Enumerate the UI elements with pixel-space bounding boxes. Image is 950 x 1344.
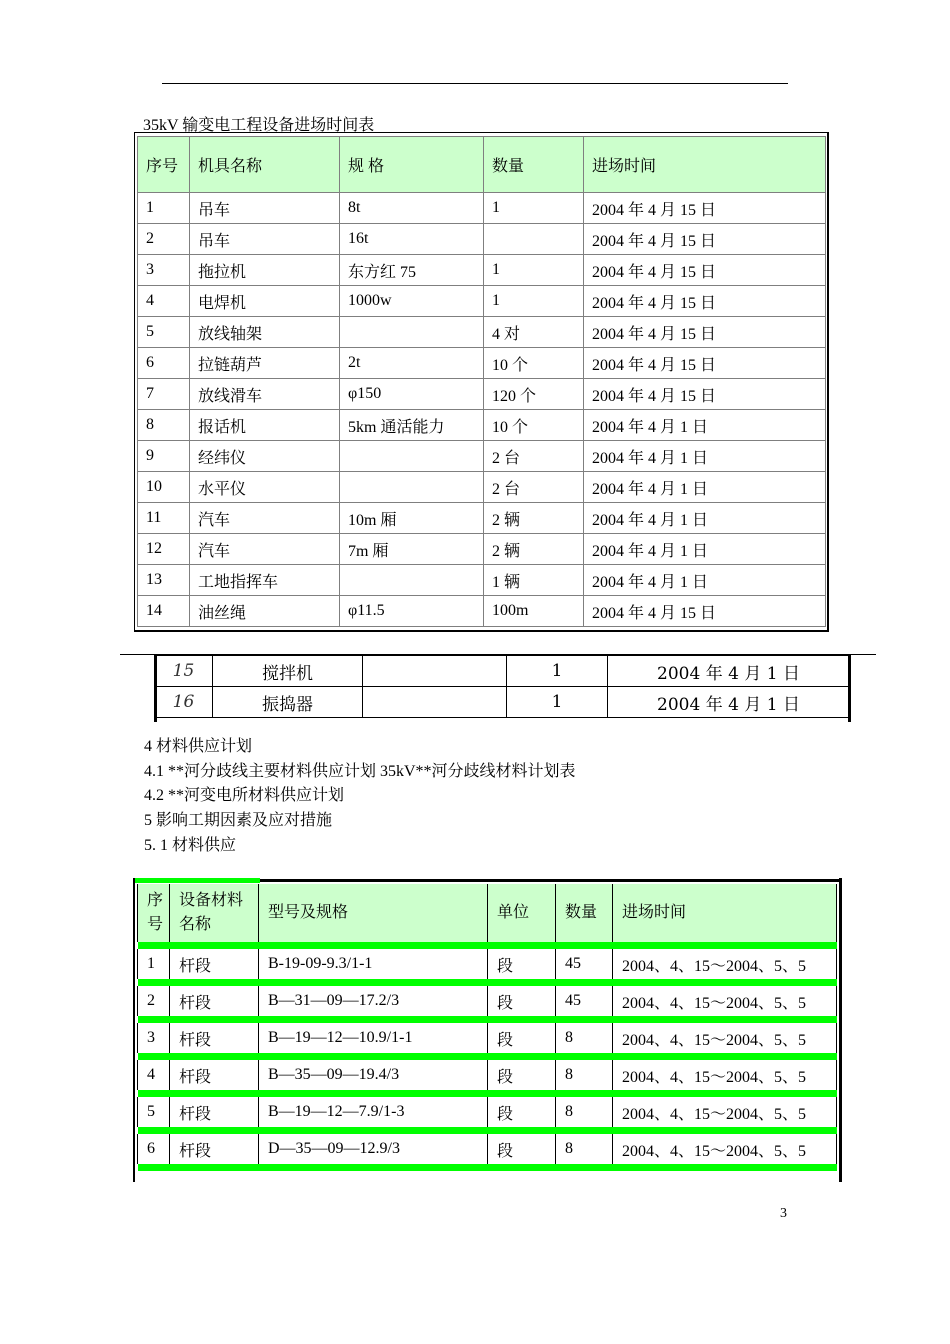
table-cell: 2 台 bbox=[484, 472, 584, 503]
table-cell: 2t bbox=[340, 348, 484, 379]
header-cell: 型号及规格 bbox=[259, 884, 488, 942]
table-cell: 汽车 bbox=[190, 503, 340, 534]
table-cell: 2004 年 4 月 1 日 bbox=[584, 472, 826, 503]
table-cell: B—35—09—19.4/3 bbox=[259, 1060, 488, 1090]
table-cell: 5 bbox=[138, 1097, 170, 1127]
row-separator bbox=[138, 1090, 837, 1097]
table-cell: 吊车 bbox=[190, 224, 340, 255]
table-cell: 10m 厢 bbox=[340, 503, 484, 534]
table-cell: 2004 年 4 月 15 日 bbox=[584, 317, 826, 348]
table-cell: 2004、4、15～2004、5、5 bbox=[613, 949, 837, 979]
header-cell: 单位 bbox=[488, 884, 556, 942]
table-cell: 段 bbox=[488, 1097, 556, 1127]
page-title: 35kV 输变电工程设备进场时间表 bbox=[143, 117, 375, 134]
table-cell: 16t bbox=[340, 224, 484, 255]
table-cell: B-19-09-9.3/1-1 bbox=[259, 949, 488, 979]
table-cell: 杆段 bbox=[170, 1097, 259, 1127]
row-separator bbox=[138, 1164, 837, 1171]
table-cell: 工地指挥车 bbox=[190, 565, 340, 596]
table-cell: 1 bbox=[484, 193, 584, 224]
table-cell: 杆段 bbox=[170, 1134, 259, 1164]
table-cell: 段 bbox=[488, 949, 556, 979]
table-cell: 15 bbox=[155, 656, 213, 687]
table-cell: φ11.5 bbox=[340, 596, 484, 627]
table-cell: 1 bbox=[138, 949, 170, 979]
table-cell: 5km 通活能力 bbox=[340, 410, 484, 441]
table-cell: 经纬仪 bbox=[190, 441, 340, 472]
table-cell: 拖拉机 bbox=[190, 255, 340, 286]
table-cell: 10 个 bbox=[484, 410, 584, 441]
table-cell: 4 bbox=[138, 1060, 170, 1090]
table-cell: 9 bbox=[138, 441, 190, 472]
table-cell: 14 bbox=[138, 596, 190, 627]
table-cell: 放线轴架 bbox=[190, 317, 340, 348]
table-cell: B—19—12—10.9/1-1 bbox=[259, 1023, 488, 1053]
table-cell: 8t bbox=[340, 193, 484, 224]
table-row bbox=[138, 503, 826, 534]
section-heading: 4.2 **河变电所材料供应计划 bbox=[144, 787, 345, 804]
table-cell: 段 bbox=[488, 986, 556, 1016]
header-cell: 序 号 bbox=[138, 884, 170, 942]
table-cell bbox=[340, 441, 484, 472]
table-cell: 段 bbox=[488, 1134, 556, 1164]
table-cell: 13 bbox=[138, 565, 190, 596]
table-cell: 2004 年 4 月 15 日 bbox=[584, 255, 826, 286]
table-row bbox=[138, 286, 826, 317]
table-cell: 6 bbox=[138, 1134, 170, 1164]
table-cell: 8 bbox=[556, 1097, 613, 1127]
table-cell: 3 bbox=[138, 255, 190, 286]
table-row bbox=[138, 1060, 837, 1090]
table-row bbox=[138, 379, 826, 410]
table-cell: 2004 年 4 月 1 日 bbox=[584, 503, 826, 534]
table-cell: 振捣器 bbox=[213, 687, 363, 718]
table-cell: 2004 年 4 月 15 日 bbox=[584, 224, 826, 255]
header-cell: 进场时间 bbox=[613, 884, 837, 942]
table-cell: 2004 年 4 月 15 日 bbox=[584, 379, 826, 410]
material-table bbox=[133, 878, 842, 1182]
table-cell bbox=[340, 472, 484, 503]
table-cell: 杆段 bbox=[170, 1023, 259, 1053]
table-cell: 12 bbox=[138, 534, 190, 565]
table-cell: 8 bbox=[138, 410, 190, 441]
table-cell: 11 bbox=[138, 503, 190, 534]
table-row bbox=[155, 687, 850, 718]
table-cell: 7m 厢 bbox=[340, 534, 484, 565]
equipment-table bbox=[134, 132, 829, 632]
table-cell: 2 辆 bbox=[484, 503, 584, 534]
table-cell: 2004、4、15～2004、5、5 bbox=[613, 1134, 837, 1164]
table-row bbox=[138, 949, 837, 979]
table-cell: 段 bbox=[488, 1023, 556, 1053]
table-cell: 2004 年 4 月 15 日 bbox=[584, 348, 826, 379]
table-cell: 2004 年 4 月 1 日 bbox=[584, 410, 826, 441]
table-row bbox=[138, 224, 826, 255]
table-cell: B—19—12—7.9/1-3 bbox=[259, 1097, 488, 1127]
table-row bbox=[138, 1134, 837, 1164]
table-cell: 报话机 bbox=[190, 410, 340, 441]
table-row bbox=[138, 986, 837, 1016]
table-cell bbox=[484, 224, 584, 255]
table-cell: 1 bbox=[484, 286, 584, 317]
row-separator bbox=[138, 1127, 837, 1134]
table-row bbox=[155, 656, 850, 687]
table-cell: 4 对 bbox=[484, 317, 584, 348]
table-row bbox=[138, 348, 826, 379]
table-row bbox=[138, 472, 826, 503]
page-number: 3 bbox=[780, 1206, 787, 1221]
row-separator bbox=[138, 979, 837, 986]
table-row bbox=[138, 1097, 837, 1127]
section-heading: 5 影响工期因素及应对措施 bbox=[144, 812, 333, 829]
table-cell: 5 bbox=[138, 317, 190, 348]
table-cell: 水平仪 bbox=[190, 472, 340, 503]
table-cell: 100m bbox=[484, 596, 584, 627]
table-cell: 杆段 bbox=[170, 1060, 259, 1090]
table-cell: 2004、4、15～2004、5、5 bbox=[613, 1097, 837, 1127]
table-cell: 2004 年 4 月 1 日 bbox=[584, 534, 826, 565]
table-row bbox=[138, 1023, 837, 1053]
table-cell: 2004、4、15～2004、5、5 bbox=[613, 1060, 837, 1090]
table-cell: 拉链葫芦 bbox=[190, 348, 340, 379]
header-cell: 进场时间 bbox=[584, 137, 826, 193]
row-separator bbox=[138, 1053, 837, 1060]
table-cell: 8 bbox=[556, 1134, 613, 1164]
table-cell: 7 bbox=[138, 379, 190, 410]
table-cell: 16 bbox=[155, 687, 213, 718]
row-separator bbox=[138, 942, 837, 949]
table-cell: 搅拌机 bbox=[213, 656, 363, 687]
table-cell: 8 bbox=[556, 1060, 613, 1090]
table-cell: 放线滑车 bbox=[190, 379, 340, 410]
table-row bbox=[138, 596, 826, 627]
table-cell: φ150 bbox=[340, 379, 484, 410]
table-cell: 1 bbox=[507, 656, 608, 687]
table-cell bbox=[340, 317, 484, 348]
row-separator bbox=[138, 1016, 837, 1023]
table-cell: 吊车 bbox=[190, 193, 340, 224]
table-cell bbox=[363, 656, 507, 687]
table-cell: 2004 年 4 月 15 日 bbox=[584, 596, 826, 627]
table-row bbox=[138, 410, 826, 441]
table-cell: 汽车 bbox=[190, 534, 340, 565]
table-cell: B—31—09—17.2/3 bbox=[259, 986, 488, 1016]
header-cell: 设备材料 名称 bbox=[170, 884, 259, 942]
table-cell: 2004 年 4 月 15 日 bbox=[584, 193, 826, 224]
equipment-table-continued bbox=[120, 654, 876, 722]
table-cell: 杆段 bbox=[170, 949, 259, 979]
table-cell: 1000w bbox=[340, 286, 484, 317]
table-cell: 2 bbox=[138, 986, 170, 1016]
table-row bbox=[138, 193, 826, 224]
table-row bbox=[138, 317, 826, 348]
table-cell: 2004 年 4 月 1 日 bbox=[608, 687, 850, 718]
table-cell: 10 bbox=[138, 472, 190, 503]
table-row bbox=[138, 441, 826, 472]
table-cell: 10 个 bbox=[484, 348, 584, 379]
section-heading: 5. 1 材料供应 bbox=[144, 837, 237, 854]
table-cell: 2 bbox=[138, 224, 190, 255]
section-heading: 4.1 **河分歧线主要材料供应计划 35kV**河分歧线材料计划表 bbox=[144, 763, 576, 780]
table-cell: 1 bbox=[484, 255, 584, 286]
table-cell: 段 bbox=[488, 1060, 556, 1090]
header-cell: 机具名称 bbox=[190, 137, 340, 193]
header-cell: 数量 bbox=[484, 137, 584, 193]
table-cell: D—35—09—12.9/3 bbox=[259, 1134, 488, 1164]
table-cell: 2004 年 4 月 1 日 bbox=[584, 441, 826, 472]
table-cell: 油丝绳 bbox=[190, 596, 340, 627]
table-cell: 杆段 bbox=[170, 986, 259, 1016]
table-cell: 6 bbox=[138, 348, 190, 379]
table-cell: 1 bbox=[507, 687, 608, 718]
header-cell: 规 格 bbox=[340, 137, 484, 193]
table-cell: 电焊机 bbox=[190, 286, 340, 317]
table-header-row bbox=[138, 884, 837, 942]
table-cell: 1 bbox=[138, 193, 190, 224]
table-cell: 1 辆 bbox=[484, 565, 584, 596]
table-row bbox=[138, 565, 826, 596]
table-cell: 2004、4、15～2004、5、5 bbox=[613, 986, 837, 1016]
table-header-row bbox=[138, 137, 826, 193]
table-cell: 2004 年 4 月 1 日 bbox=[608, 656, 850, 687]
header-cell: 数量 bbox=[556, 884, 613, 942]
table-row bbox=[138, 534, 826, 565]
table-cell: 45 bbox=[556, 986, 613, 1016]
table-cell: 2004、4、15～2004、5、5 bbox=[613, 1023, 837, 1053]
table-cell bbox=[340, 565, 484, 596]
header-rule bbox=[162, 83, 788, 84]
table-cell: 2004 年 4 月 15 日 bbox=[584, 286, 826, 317]
table-cell: 2004 年 4 月 1 日 bbox=[584, 565, 826, 596]
table-cell: 8 bbox=[556, 1023, 613, 1053]
table-cell: 3 bbox=[138, 1023, 170, 1053]
table-cell: 45 bbox=[556, 949, 613, 979]
table-cell: 4 bbox=[138, 286, 190, 317]
table-cell: 2 辆 bbox=[484, 534, 584, 565]
table-cell: 120 个 bbox=[484, 379, 584, 410]
table-row bbox=[138, 255, 826, 286]
header-cell: 序号 bbox=[138, 137, 190, 193]
table-cell bbox=[363, 687, 507, 718]
table-cell: 2 台 bbox=[484, 441, 584, 472]
table-cell: 东方红 75 bbox=[340, 255, 484, 286]
section-heading: 4 材料供应计划 bbox=[144, 738, 253, 755]
